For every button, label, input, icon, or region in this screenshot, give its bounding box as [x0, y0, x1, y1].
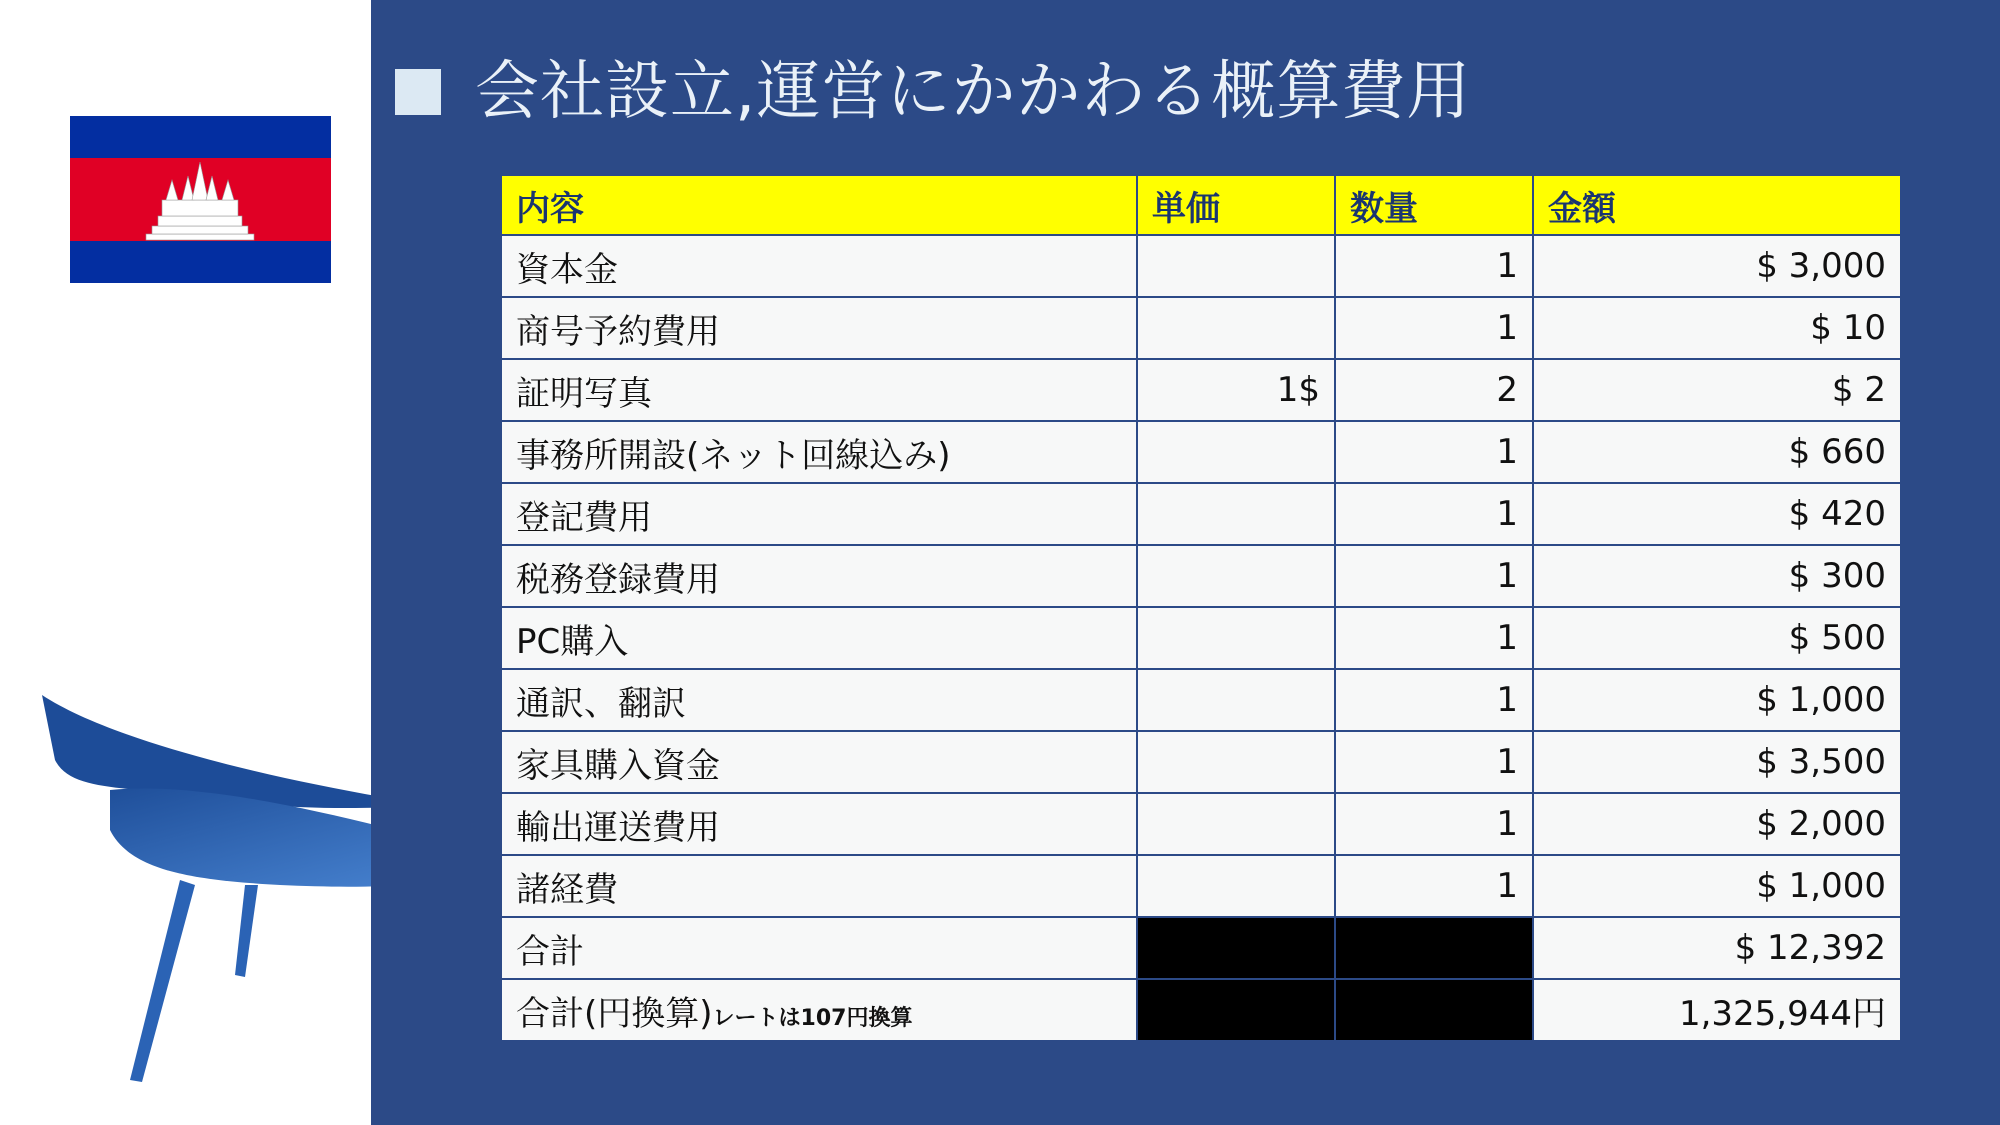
row-quantity: 1	[1335, 235, 1533, 297]
total-row	[501, 917, 1901, 979]
row-unit-price	[1137, 297, 1335, 359]
table-row	[501, 297, 1901, 359]
row-quantity: 1	[1335, 483, 1533, 545]
row-unit-price	[1137, 545, 1335, 607]
total-yen-label: 合計(円換算)	[516, 993, 713, 1034]
total-yen-amount: 1,325,944円	[1533, 979, 1901, 1041]
row-amount: $ 1,000	[1533, 855, 1901, 917]
row-amount: $ 2,000	[1533, 793, 1901, 855]
total-yen-label-cell	[501, 979, 1137, 1041]
table-row	[501, 421, 1901, 483]
row-item: 登記費用	[501, 483, 1137, 545]
table-row	[501, 855, 1901, 917]
table-row	[501, 793, 1901, 855]
row-unit-price	[1137, 483, 1335, 545]
slide-title	[395, 52, 1471, 132]
table-row	[501, 545, 1901, 607]
row-quantity: 1	[1335, 793, 1533, 855]
table-row	[501, 607, 1901, 669]
row-amount: $ 1,000	[1533, 669, 1901, 731]
row-unit-price	[1137, 421, 1335, 483]
row-amount: $ 10	[1533, 297, 1901, 359]
blank-cell	[1137, 979, 1335, 1041]
title-text: 会社設立,運営にかかわる概算費用	[475, 55, 1472, 129]
row-quantity: 1	[1335, 731, 1533, 793]
header-quantity: 数量	[1335, 175, 1533, 235]
row-amount: $ 500	[1533, 607, 1901, 669]
blank-cell	[1335, 917, 1533, 979]
row-unit-price	[1137, 607, 1335, 669]
cambodia-flag-icon	[70, 116, 331, 283]
row-item: 輸出運送費用	[501, 793, 1137, 855]
row-item: 諸経費	[501, 855, 1137, 917]
row-quantity: 1	[1335, 607, 1533, 669]
cost-table	[500, 174, 1902, 1042]
row-quantity: 1	[1335, 545, 1533, 607]
row-amount: $ 3,000	[1533, 235, 1901, 297]
row-unit-price: 1$	[1137, 359, 1335, 421]
table-header-row	[501, 175, 1901, 235]
row-item: 税務登録費用	[501, 545, 1137, 607]
row-amount: $ 2	[1533, 359, 1901, 421]
header-amount: 金額	[1533, 175, 1901, 235]
row-amount: $ 300	[1533, 545, 1901, 607]
row-amount: $ 660	[1533, 421, 1901, 483]
blank-cell	[1137, 917, 1335, 979]
row-quantity: 2	[1335, 359, 1533, 421]
row-unit-price	[1137, 235, 1335, 297]
row-unit-price	[1137, 669, 1335, 731]
row-item: 証明写真	[501, 359, 1137, 421]
row-item: 事務所開設(ネット回線込み)	[501, 421, 1137, 483]
table-row	[501, 359, 1901, 421]
row-unit-price	[1137, 731, 1335, 793]
row-unit-price	[1137, 855, 1335, 917]
row-item: 家具購入資金	[501, 731, 1137, 793]
row-quantity: 1	[1335, 421, 1533, 483]
left-panel	[0, 0, 371, 1125]
row-quantity: 1	[1335, 669, 1533, 731]
table-row	[501, 731, 1901, 793]
row-quantity: 1	[1335, 297, 1533, 359]
total-yen-row	[501, 979, 1901, 1041]
row-quantity: 1	[1335, 855, 1533, 917]
header-unit-price: 単価	[1137, 175, 1335, 235]
exchange-rate-note: レートは107円換算	[712, 1005, 913, 1031]
bullet-square-icon	[395, 69, 441, 115]
row-item: 通訳、翻訳	[501, 669, 1137, 731]
row-amount: $ 420	[1533, 483, 1901, 545]
blank-cell	[1335, 979, 1533, 1041]
total-amount: $ 12,392	[1533, 917, 1901, 979]
row-item: 商号予約費用	[501, 297, 1137, 359]
table-row	[501, 669, 1901, 731]
table-row	[501, 483, 1901, 545]
row-item: 資本金	[501, 235, 1137, 297]
table-row	[501, 235, 1901, 297]
row-amount: $ 3,500	[1533, 731, 1901, 793]
row-unit-price	[1137, 793, 1335, 855]
row-item: PC購入	[501, 607, 1137, 669]
header-item: 内容	[501, 175, 1137, 235]
total-label: 合計	[501, 917, 1137, 979]
